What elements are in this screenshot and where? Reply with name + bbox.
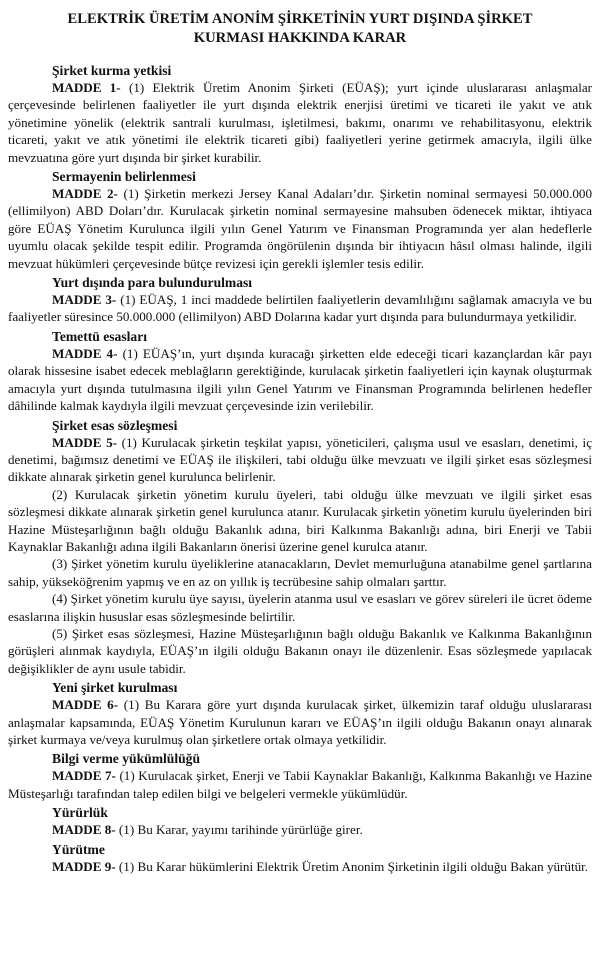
section-heading: Yeni şirket kurulması (52, 680, 178, 696)
article-paragraph (8, 858, 592, 875)
section-heading: Yürütme (52, 841, 105, 857)
section-heading: Şirket esas sözleşmesi (52, 417, 178, 433)
section-heading: Bilgi verme yükümlülüğü (52, 751, 201, 767)
article-text: (1) Kurulacak şirketin teşkilat yapısı, yöneticileri, çalışma usul ve esasları, denetimi, iç denetimi, bağımsız denetimi ve EÜAŞ ile ilişkileri, tabi olduğu ülke mevzuatı ve ilgili şirket esas sözleşmesi dikkate alınarak şirketin genel kurulunca belirlenir. (8, 434, 593, 485)
section (8, 804, 592, 838)
article-text: (2) Kurulacak şirketin yönetim kurulu üyeleri, tabi olduğu ülke mevzuatı ve ilgili şirket esas sözleşmesi dikkate alınarak şirketin genel kurulunca atanır. Kurulacak şirketin yönetim kurulu üyelerinden biri Hazine Müsteşarlığının bağlı olduğu Bakanlık adına, biri Kalkınma Bakanlığı adına, biri Enerji ve Tabii Kaynaklar Bakanlığı adına ilgili Bakanların önerisi üzerine genel kurulca atanır. (8, 486, 592, 554)
article-paragraph (8, 555, 592, 590)
article-text: (5) Şirket esas sözleşmesi, Hazine Müsteşarlığının bağlı olduğu Bakanlık ve Kalkınma Bakanlığının görüşleri alınmak kaydıyla, EÜAŞ’ın ilgili olduğu Bakanın onayı ile düzenlenir. Esas sözleşmede yapılacak değişiklikler de aynı usule tabidir. (8, 625, 592, 676)
section-heading: Yürürlük (52, 805, 108, 821)
document-title: ELEKTRİK ÜRETİM ANONİM ŞİRKETİNİN YURT DIŞINDA ŞİRKET KURMASI HAKKINDA KARAR (67, 11, 533, 46)
article-paragraph (8, 625, 592, 677)
section-heading: Sermayenin belirlenmesi (52, 169, 196, 185)
article-paragraph (8, 696, 592, 748)
article-number: MADDE 6- (52, 697, 119, 713)
article-number: MADDE 9- (52, 858, 116, 874)
article-number: MADDE 3- (52, 292, 117, 308)
article-paragraph (8, 434, 592, 486)
section (8, 417, 592, 678)
section (8, 841, 592, 875)
section (8, 168, 592, 272)
article-paragraph (8, 767, 592, 802)
article-paragraph (8, 821, 592, 838)
article-text: (1) EÜAŞ’ın, yurt dışında kuracağı şirketten elde edeceği ticari kazançlardan kâr payı olarak hissesine isabet edecek meblağların gerektiğinde, kurulacak şirketin faaliyetleri için kaynak oluşturmak amacıyla yurt dışında tutulmasına ilgili yılın Genel Yatırım ve Finansman Programında belirlenen hedefler dâhilinde kalmak kaydıyla ilgili mevzuat çerçevesinde izin verilebilir. (8, 345, 592, 414)
article-text: (1) EÜAŞ, 1 inci maddede belirtilen faaliyetlerin devamlılığını sağlamak amacıyla ve bu faaliyetler süresince 50.000.000 (ellimilyon) ABD Dolarına kadar yurt dışında para bulundurmaya yetkilidir. (8, 292, 593, 325)
article-text: (1) Bu Karar hükümlerini Elektrik Üretim Anonim Şirketinin ilgili olduğu Bakan yürütür. (115, 858, 589, 874)
article-paragraph (8, 291, 592, 326)
section (8, 679, 592, 748)
section (8, 62, 592, 166)
article-paragraph (8, 590, 592, 625)
article-paragraph (8, 185, 592, 272)
article-text: (1) Bu Karara göre yurt dışında kurulacak şirket, ülkemizin taraf olduğu uluslararası anlaşmalar kapsamında, EÜAŞ Yönetim Kurulunun kararı ve EÜAŞ’ın ilgili olduğu Bakanın onayı alınarak şirket kurmaya ve/veya kurulmuş olan şirketlere ortak olmaya yetkilidir. (8, 697, 592, 747)
article-number: MADDE 8- (52, 822, 116, 838)
article-paragraph (8, 345, 592, 415)
document-body (8, 62, 592, 875)
article-text: (3) Şirket yönetim kurulu üyeliklerine atanacakların, Devlet memurluğuna atanabilme genel şartlarına sahip, yükseköğrenim yapmış ve en az on yıllık iş tecrübesine sahip olmaları şarttır. (8, 556, 592, 589)
article-number: MADDE 2- (52, 186, 118, 202)
section-heading: Temettü esasları (52, 328, 148, 344)
article-number: MADDE 7- (52, 768, 116, 784)
article-text: (1) Bu Karar, yayımı tarihinde yürürlüğe girer. (115, 822, 363, 838)
article-paragraph (8, 79, 592, 166)
article-text: (1) Şirketin merkezi Jersey Kanal Adaları’dır. Şirketin nominal sermayesi 50.000.000 (ellimilyon) ABD Doları’dır. Kurulacak şirketin nominal sermayesine mahsuben ödenecek miktar, ihtiyaca göre EÜAŞ Yönetim Kurulunca ilgili yılın Genel Yatırım ve Finansman Programında yer alan hedeflerle uyumlu olacak şekilde tespit edilir. Programda öngörülenin dışında bir ihtiyacın hâsıl olması halinde, ilgili mevzuat hükümleri çerçevesinde bütçe revizesi için gerekli işlemler tesis edilir. (8, 186, 592, 271)
section-heading: Yurt dışında para bulundurulması (52, 275, 253, 291)
article-number: MADDE 4- (52, 345, 118, 361)
section-heading: Şirket kurma yetkisi (52, 63, 172, 78)
article-text: (4) Şirket yönetim kurulu üye sayısı, üyelerin atanma usul ve esasları ve görev süreleri ile ücret ödeme esaslarına ilişkin hususlar esas sözleşmesinde belirtilir. (8, 591, 592, 624)
article-paragraph (8, 486, 592, 556)
section (8, 750, 592, 802)
article-number: MADDE 5- (52, 434, 117, 450)
section (8, 328, 592, 415)
article-number: MADDE 1- (52, 80, 121, 95)
section (8, 274, 592, 326)
article-text: (1) Elektrik Üretim Anonim Şirketi (EÜAŞ); yurt içinde uluslararası anlaşmalar çerçevesinde belirlenen faaliyetler ile yurt dışında elektrik enerjisi üretimi ve ticareti ile yakıt ve atık yönetimine yönelik (elektrik santrali kurulması, işletilmesi, bakımı, onarımı ve rehabilitasyonu, elektrik ticareti, yakıt ve atık yönetimi ile elektrik ticareti gibi) faaliyetleri yerine getirmek amacıyla, ilgili ülke mevzuatına göre yurt dışında bir şirket kurabilir. (8, 80, 593, 165)
article-text: (1) Kurulacak şirket, Enerji ve Tabii Kaynaklar Bakanlığı, Kalkınma Bakanlığı ve Hazine Müsteşarlığı tarafından talep edilen bilgi ve belgeleri vermekle yükümlüdür. (8, 768, 593, 801)
